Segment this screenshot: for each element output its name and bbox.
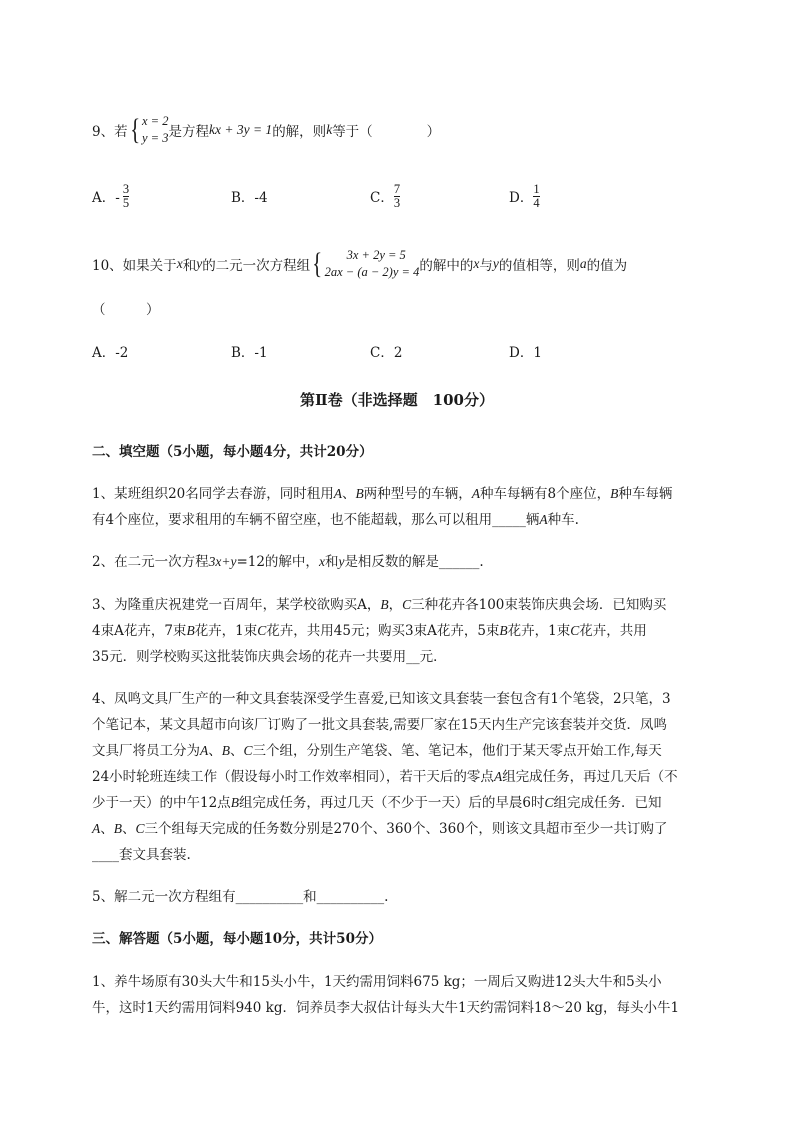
text: 三个组，分别生产笔袋、笔、笔记本，他们于某天零点开始工作,每天 [252,743,662,759]
var-b: B [230,795,239,810]
text: 组完成任务．已知 [553,795,662,811]
q9-d-num: 1 [533,181,540,196]
q10-option-b: B．-1 [231,345,268,361]
text: 、 [208,743,222,759]
q9-mid: 是方程 [168,124,209,140]
q9-system [142,113,168,147]
solve-1-line-2: 牛，这时1天约需用饲料940 kg．饲养员李大叔估计每头大牛1天约需饲料18～20 kg，每头小牛1 [92,1000,680,1016]
var-a: A [92,821,101,836]
q9-c-den: 3 [393,195,401,210]
fill-1-line-2 [92,508,579,528]
q9-suffix1: 的解，则 [272,124,327,140]
text: 花卉，共用 [579,623,647,639]
q9-c-num: 7 [393,181,401,196]
solve-1-line-1: 1、养牛场原有30头大牛和15头小牛，1天约需用饲料675 kg；一周后又购进12头大牛和5头小 [92,974,662,990]
var-a: A [333,486,343,501]
text: 1、某班组织20名同学去春游，同时租用 [92,486,334,502]
q10-and: 和 [182,258,197,274]
var-c: C [402,597,412,612]
var-b: B [380,597,389,612]
text: ， [388,597,403,613]
q9-option-c [370,178,400,214]
q10-x2: x [473,256,480,271]
q10-suffix2: 的值相等，则 [498,258,580,274]
fill-4-line-5 [92,791,662,811]
text: 、 [100,821,114,837]
section-2-title: 第Ⅱ卷（非选择题 100分） [300,391,494,409]
text: 是相反数的解是______. [344,554,484,570]
q10-x: x [176,256,183,271]
q9-option-a-label: A．- [92,190,120,206]
question-10 [92,244,627,284]
solve-heading: 三、解答题（5小题，每小题10分，共计50分） [92,931,382,947]
q10-option-a: A．-2 [92,345,129,361]
q9-a-num: 3 [122,181,130,196]
fill-4-line-7: ____套文具套装. [92,847,191,863]
equation: 3x+y [208,554,237,569]
q10-answer-paren: （ ） [92,302,160,318]
fill-1-line-1 [92,482,672,502]
text: 2、在二元一次方程 [92,554,209,570]
q10-system [325,247,420,281]
var-a: A [471,486,481,501]
q9-option-b [231,178,268,214]
var-x: x [318,554,325,569]
q9-option-c-fraction [394,183,400,210]
q10-prefix: 10、如果关于 [92,258,177,274]
fill-4-line-6 [92,817,667,837]
q10-sys-row1: 3x + 2y = 5 [346,248,406,262]
q9-var: k [326,122,333,137]
text: 24小时轮班连续工作（假设每小时工作效率相同），若干天后的零点 [92,769,494,785]
var-c: C [570,623,580,638]
q9-option-d [509,178,540,214]
text: 、 [342,486,356,502]
q9-sys-row1: x = 2 [142,114,169,128]
fill-3-line-3: 35元．则学校购买这批装饰庆典会场的花卉一共要用__元． [92,649,447,665]
fill-3-line-1 [92,593,666,613]
text: 3、为隆重庆祝建党一百周年，某学校欲购买A， [92,597,381,613]
var-c: C [135,821,145,836]
q10-a: a [579,256,587,271]
q9-d-den: 4 [533,195,540,210]
text: 花卉，共用45元；购买3束A花卉，5束 [266,623,500,639]
fill-5: 5、解二元一次方程组有__________和__________. [92,889,389,905]
q9-equation: kx + 3y = 1 [208,122,273,137]
q9-suffix2: 等于（ ） [332,124,441,140]
system-brace-icon: { [129,113,140,146]
var-a: A [493,769,503,784]
text: 种车每辆 [618,486,673,502]
text: 、 [230,743,244,759]
var-c: C [544,795,554,810]
q9-option-a-fraction [123,183,129,210]
var-b: B [499,623,508,638]
var-b: B [186,623,195,638]
q10-with: 与 [479,258,493,274]
var-b: B [610,486,619,501]
q9-sys-row2: y = 3 [142,131,169,145]
q10-mid: 的二元一次方程组 [202,258,311,274]
q9-prefix: 9、若 [92,124,128,140]
q9-option-a [92,178,129,214]
q9-option-d-fraction [533,183,539,210]
text: 两种型号的车辆， [363,486,472,502]
q10-option-c: C．2 [370,345,403,361]
text: 、 [122,821,136,837]
fill-4-line-2: 个笔记本，某文具超市向该厂订购了一批文具套装,需要厂家在15天内生产完该套装并交货．凤鸣 [92,717,667,733]
question-9 [92,110,440,150]
fill-4-line-3 [92,739,662,759]
q9-option-d-label: D． [509,190,534,206]
text: 组完成任务，再过几天（不少于一天）后的早晨6时 [238,795,545,811]
var-b: B [113,821,122,836]
text: 少于一天）的中午12点 [92,795,231,811]
var-c: C [243,743,253,758]
q10-option-d: D．1 [509,345,542,361]
fill-3-line-2 [92,619,647,639]
text: 有4个座位，要求租用的车辆不留空座，也不能超载，那么可以租用_____辆 [92,512,540,528]
text: 三种花卉各100束装饰庆典会场．已知购买 [411,597,667,613]
q10-y: y [196,256,203,271]
q9-a-den: 5 [122,195,130,210]
fill-in-heading: 二、填空题（5小题，每小题4分，共计20分） [92,444,373,460]
text: 和 [324,554,339,570]
text: 三个组每天完成的任务数分别是270个、360个、360个，则该文具超市至少一共订购了 [144,821,668,837]
q10-suffix1: 的解中的 [419,258,474,274]
text: 文具厂将员工分为 [92,743,200,759]
text: 种车每辆有8个座位， [480,486,611,502]
fill-4-line-1: 4、凤鸣文具厂生产的一种文具套装深受学生喜爱,已知该文具套装一套包含有1个笔袋，2只笔，3 [92,691,671,707]
text: 4束A花卉，7束 [92,623,187,639]
q10-sys-row2: 2ax − (a − 2)y = 4 [324,265,420,279]
text: =12的解中， [236,554,319,570]
var-a: A [539,512,548,527]
fill-4-line-4 [92,765,678,785]
var-a: A [200,743,209,758]
var-c: C [257,623,267,638]
system-brace-icon: { [312,247,323,280]
text: 组完成任务，再过几天后（不 [502,769,678,785]
var-b: B [221,743,230,758]
q10-y2: y [492,256,499,271]
fill-2 [92,550,484,570]
var-b: B [355,486,364,501]
q9-option-c-label: C． [370,190,394,206]
var-y: y [338,554,345,569]
text: 花卉，1束 [507,623,571,639]
q10-suffix3: 的值为 [586,258,628,274]
text: 花卉，1束 [194,623,258,639]
text: 种车. [547,512,579,528]
q9-option-b-label: B．-4 [231,190,268,206]
